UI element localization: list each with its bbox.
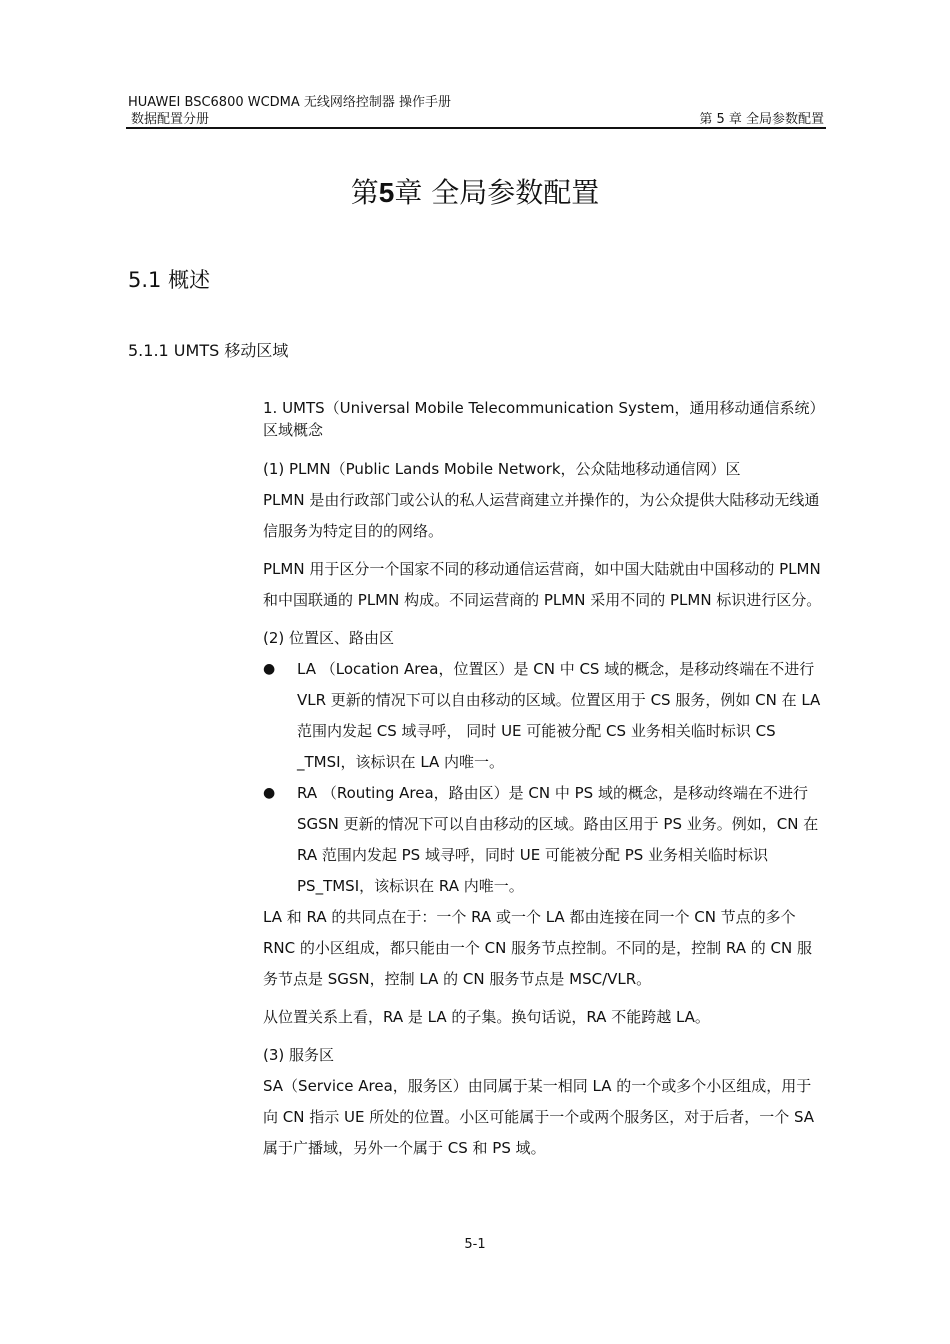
- subsection-heading: 5.1.1 UMTS 移动区域: [128, 341, 289, 360]
- body-block-top: [263, 397, 826, 441]
- bullet-text-ra: RA （Routing Area，路由区）是 CN 中 PS 域的概念，是移动终端在不进行 SGSN 更新的情况下可以自由移动的区域。路由区用于 PS 业务。例如，CN 在 RA 范围内发起 PS 域寻呼，同时 UE 可能被分配 PS 业务相关临时标识 PS_TMSI，该标识在 RA 内唯一。: [297, 784, 819, 895]
- item-service-area-title: (3) 服务区: [263, 1046, 335, 1064]
- bullet-dot-icon: ●: [263, 785, 276, 801]
- chapter-number: 5: [378, 177, 395, 208]
- paragraph-plmn-definition: PLMN 是由行政部门或公认的私人运营商建立并操作的，为公众提供大陆移动无线通信服务为特定目的的网络。: [263, 491, 820, 540]
- item-plmn-title: (1) PLMN（Public Lands Mobile Network，公众陆地移动通信网）区: [263, 460, 741, 478]
- header-rule: [126, 127, 826, 129]
- page-number: 5-1: [464, 1237, 486, 1252]
- paragraph-service-area: SA（Service Area，服务区）由同属于某一相同 LA 的一个或多个小区组成，用于向 CN 指示 UE 所处的位置。小区可能属于一个或两个服务区，对于后者，一个 SA 属于广播域，另外一个属于 CS 和 PS 域。: [263, 1077, 815, 1157]
- body-block-main: [263, 454, 826, 1164]
- item-umts-title: 1. UMTS（Universal Mobile Telecommunication System，通用移动通信系统）区域概念: [263, 399, 825, 439]
- header-chapter-title: 第 5 章 全局参数配置: [699, 112, 824, 127]
- bullet-item-la: [263, 654, 826, 778]
- chapter-suffix: 章 全局参数配置: [394, 176, 600, 209]
- bullet-text-la: LA （Location Area，位置区）是 CN 中 CS 域的概念，是移动终端在不进行 VLR 更新的情况下可以自由移动的区域。位置区用于 CS 服务，例如 CN 在 LA 范围内发起 CS 域寻呼， 同时 UE 可能被分配 CS 业务相关临时标识 CS _TMSI，该标识在 LA 内唯一。: [297, 660, 821, 771]
- section-heading: 5.1 概述: [128, 268, 211, 292]
- header-manual-title: HUAWEI BSC6800 WCDMA 无线网络控制器 操作手册: [128, 95, 452, 110]
- bullet-dot-icon: ●: [263, 661, 276, 677]
- item-location-routing-title: (2) 位置区、路由区: [263, 629, 395, 647]
- header-volume-title: 数据配置分册: [131, 112, 210, 127]
- paragraph-la-ra-comparison: LA 和 RA 的共同点在于：一个 RA 或一个 LA 都由连接在同一个 CN 节点的多个 RNC 的小区组成，都只能由一个 CN 服务节点控制。不同的是，控制 RA 的 CN 服务节点是 SGSN，控制 LA 的 CN 服务节点是 MSC/VLR。: [263, 908, 812, 988]
- paragraph-ra-subset: 从位置关系上看，RA 是 LA 的子集。换句话说，RA 不能跨越 LA。: [263, 1008, 710, 1026]
- paragraph-plmn-usage: PLMN 用于区分一个国家不同的移动通信运营商，如中国大陆就由中国移动的 PLMN 和中国联通的 PLMN 构成。不同运营商的 PLMN 采用不同的 PLMN 标识进行区分。: [263, 560, 822, 609]
- chapter-title: [0, 174, 950, 212]
- chapter-prefix: 第: [350, 176, 379, 209]
- bullet-item-ra: [263, 778, 826, 902]
